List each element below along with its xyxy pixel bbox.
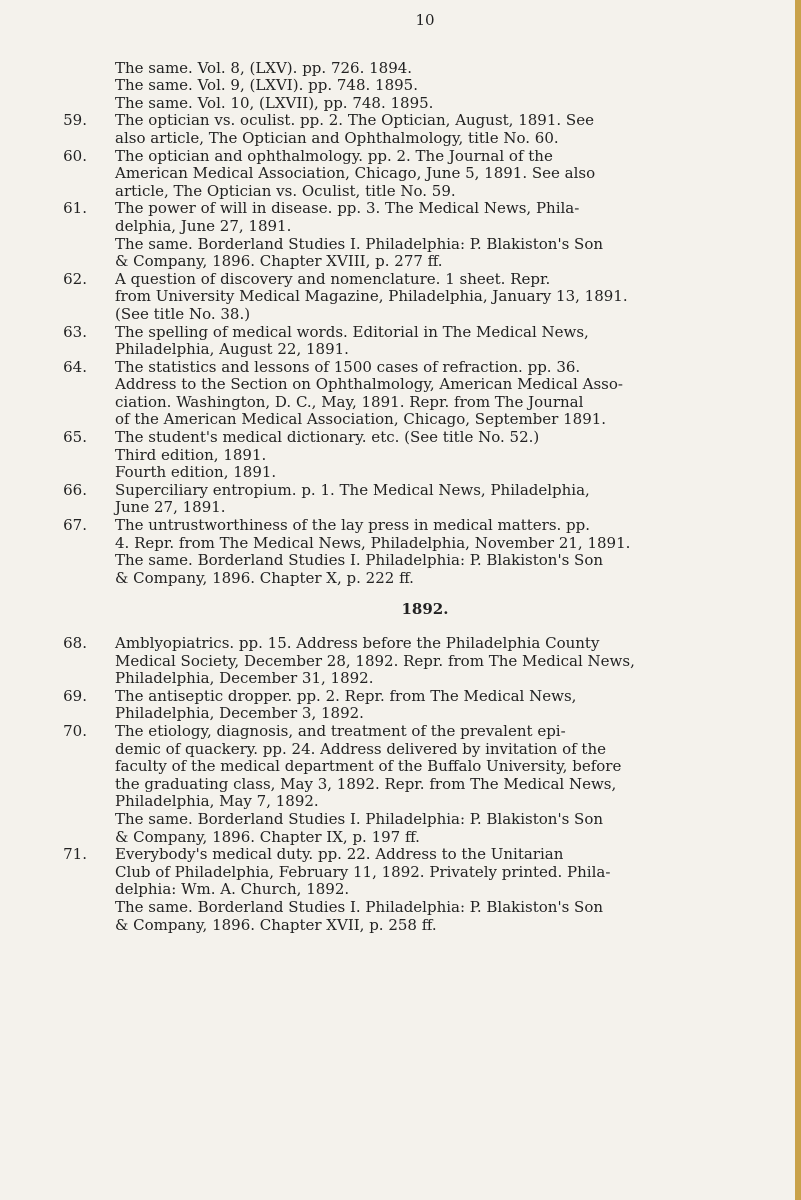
bibliography-entry [63,199,755,271]
entry-line: & Company, 1896. Chapter X, p. 222 ff. [115,568,414,587]
bibliography-entry [63,845,755,934]
entry-line: The same. Borderland Studies I. Philadelphia: P. Blakiston's Son [115,234,604,253]
bibliography-entry [63,721,755,846]
page-edge [795,0,801,1200]
entry-line: The same. Borderland Studies I. Philadelphia: P. Blakiston's Son [115,809,604,828]
entry-line: article, The Optician vs. Oculist, title No. 59. [115,181,456,200]
bibliography-list-1891 [63,58,755,588]
entry-line: Everybody's medical duty. pp. 22. Address to the Unitarian [115,845,564,864]
entry-line: Club of Philadelphia, February 11, 1892. Privately printed. Phila- [115,862,611,881]
entry-line: American Medical Association, Chicago, June 5, 1891. See also [115,164,596,183]
bibliography-entry [63,269,755,324]
entry-line: 4. Repr. from The Medical News, Philadelphia, November 21, 1891. [115,533,631,552]
entry-line: Philadelphia, December 3, 1892. [115,704,364,723]
entry-line: The same. Vol. 10, (LXVII), pp. 748. 1895. [115,93,434,112]
bibliography-entry [63,428,755,482]
entry-line: Superciliary entropium. p. 1. The Medical News, Philadelphia, [115,480,590,499]
entry-number: 67. [63,516,87,535]
bibliography-entry [95,60,755,78]
entry-number: 59. [63,111,87,130]
entry-number: 62. [63,269,87,288]
entry-line: The statistics and lessons of 1500 cases of refraction. pp. 36. [115,357,581,376]
entry-line: The optician and ophthalmology. pp. 2. The Journal of the [115,146,553,165]
entry-line: delphia, June 27, 1891. [115,216,292,235]
entry-line: The etiology, diagnosis, and treatment of the prevalent epi- [115,721,566,740]
bibliography-entry [63,686,755,723]
entry-line: Fourth edition, 1891. [115,463,277,482]
bibliography-entry [95,77,755,95]
bibliography-entry [63,146,755,201]
entry-line: the graduating class, May 3, 1892. Repr. from The Medical News, [115,774,617,793]
entry-line: Address to the Section on Ophthalmology, American Medical Asso- [115,375,623,394]
entry-number: 68. [63,634,87,652]
bibliography-entry [63,634,755,688]
bibliography-entry [63,357,755,429]
entry-line: Philadelphia, May 7, 1892. [115,792,319,811]
entry-line: The untrustworthiness of the lay press in medical matters. pp. [115,516,591,535]
entry-line: The optician vs. oculist. pp. 2. The Optician, August, 1891. See [115,111,594,130]
entry-line: demic of quackery. pp. 24. Address delivered by invitation of the [115,739,606,758]
entry-line: The same. Borderland Studies I. Philadelphia: P. Blakiston's Son [115,551,604,570]
entry-line: (See title No. 38.) [115,304,251,323]
year-heading: 1892. [401,600,449,619]
entry-number: 64. [63,357,87,376]
entry-number: 65. [63,428,87,447]
entry-line: The spelling of medical words. Editorial in The Medical News, [115,322,589,341]
bibliography-entry [63,480,755,517]
entry-line: The antiseptic dropper. pp. 2. Repr. from The Medical News, [115,686,577,705]
entry-line: June 27, 1891. [115,498,226,517]
page-number: 10 [415,11,435,29]
entry-line: & Company, 1896. Chapter XVII, p. 258 ff. [115,915,437,934]
entry-line: delphia: Wm. A. Church, 1892. [115,880,350,899]
entry-line: Amblyopiatrics. pp. 15. Address before the Philadelphia County [115,634,600,652]
entry-line: & Company, 1896. Chapter IX, p. 197 ff. [115,827,420,846]
entry-line: The same. Vol. 9, (LXVI). pp. 748. 1895. [115,76,418,95]
entry-number: 70. [63,721,87,740]
entry-line: Philadelphia, December 31, 1892. [115,669,374,688]
bibliography-entry [63,111,755,147]
bibliography-list-1892 [63,634,755,934]
bibliography-entry [95,95,755,113]
entry-line: from University Medical Magazine, Philadelphia, January 13, 1891. [115,287,628,306]
entry-line: The same. Borderland Studies I. Philadelphia: P. Blakiston's Son [115,897,604,916]
entry-number: 69. [63,686,87,705]
entry-line: of the American Medical Association, Chicago, September 1891. [115,410,607,429]
entry-line: Third edition, 1891. [115,445,267,464]
entry-line: & Company, 1896. Chapter XVIII, p. 277 ff. [115,252,443,271]
entry-number: 66. [63,480,87,499]
entry-line: The same. Vol. 8, (LXV). pp. 726. 1894. [115,58,413,77]
entry-number: 63. [63,322,87,341]
bibliography-entry [63,322,755,359]
bibliography-entry [63,516,755,587]
entry-line: The student's medical dictionary. etc. (See title No. 52.) [115,428,540,447]
entry-line: The power of will in disease. pp. 3. The Medical News, Phila- [115,199,580,218]
entry-line: A question of discovery and nomenclature. 1 sheet. Repr. [115,269,551,288]
entry-line: Philadelphia, August 22, 1891. [115,340,349,359]
entry-line: also article, The Optician and Ophthalmology, title No. 60. [115,128,559,147]
document-page [63,11,755,934]
entry-number: 71. [63,845,87,864]
entry-number: 60. [63,146,87,165]
entry-line: Medical Society, December 28, 1892. Repr. from The Medical News, [115,651,635,670]
entry-line: faculty of the medical department of the Buffalo University, before [115,757,622,776]
entry-line: ciation. Washington, D. C., May, 1891. Repr. from The Journal [115,392,584,411]
entry-number: 61. [63,199,87,218]
